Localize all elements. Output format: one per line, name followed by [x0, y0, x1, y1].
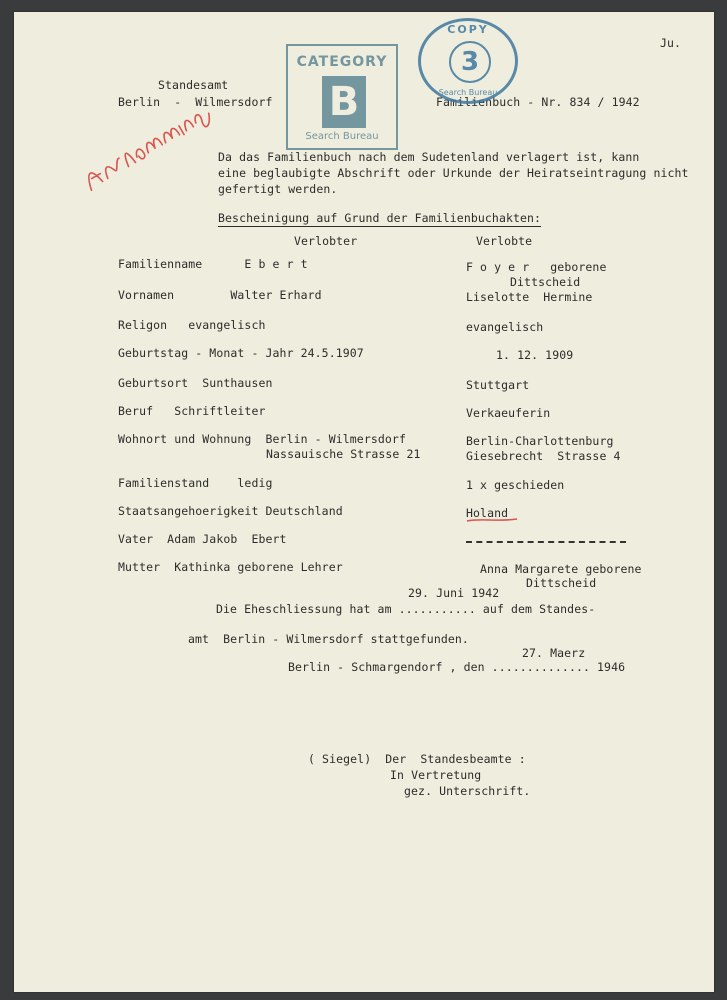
- copy-stamp: [418, 18, 518, 104]
- row-mutter-groom: Mutter Kathinka geborene Lehrer: [118, 560, 343, 574]
- row-staatsangehoerigkeit-bride: Holand: [466, 506, 509, 520]
- category-stamp-letter: B: [322, 76, 366, 128]
- row-vornamen-bride: Liselotte Hermine: [466, 290, 593, 304]
- row-geburtstag-bride: 1. 12. 1909: [496, 348, 574, 362]
- row-religion-bride: evangelisch: [466, 320, 544, 334]
- row-familienstand-groom: Familienstand ledig: [118, 476, 273, 490]
- column-head-bride: Verlobte: [476, 234, 533, 248]
- row-familienname-bride-maiden: Dittscheid: [510, 275, 581, 289]
- row-religion-groom: Religon evangelisch: [118, 318, 266, 332]
- corner-mark: Ju.: [660, 36, 682, 50]
- copy-stamp-bottom: Search Bureau: [438, 88, 498, 97]
- office-line-2: Berlin - Wilmersdorf: [118, 95, 273, 109]
- row-geburtsort-groom: Geburtsort Sunthausen: [118, 376, 273, 390]
- category-stamp-label: CATEGORY: [296, 54, 388, 70]
- row-familienstand-bride: 1 x geschieden: [466, 478, 565, 492]
- row-familienname-bride: F o y e r geborene: [466, 260, 607, 274]
- certificate-heading: Bescheinigung auf Grund der Familienbuchakten:: [218, 211, 542, 225]
- row-staatsangehoerigkeit-groom: Staatsangehoerigkeit Deutschland: [118, 504, 343, 518]
- row-mutter-bride-maiden: Dittscheid: [526, 576, 597, 590]
- category-stamp: [286, 44, 398, 150]
- marriage-date: 29. Juni 1942: [408, 586, 500, 600]
- closing-line-1: Die Eheschliessung hat am ........... auf dem Standes-: [216, 602, 596, 616]
- copy-stamp-top: COPY: [447, 23, 489, 36]
- intro-line-2: eine beglaubigte Abschrift oder Urkunde der Heiratseintragung nicht: [218, 166, 689, 180]
- office-line-1: Standesamt: [158, 78, 229, 92]
- row-wohnort-bride: Berlin-Charlottenburg: [466, 434, 614, 448]
- row-beruf-bride: Verkaeuferin: [466, 406, 551, 420]
- row-wohnort-bride-street: Giesebrecht Strasse 4: [466, 449, 621, 463]
- row-vornamen-groom: Vornamen Walter Erhard: [118, 288, 322, 302]
- row-familienname-groom: Familienname E b e r t: [118, 257, 308, 271]
- closing-line-2: amt Berlin - Wilmersdorf stattgefunden.: [188, 632, 469, 646]
- intro-line-3: gefertigt werden.: [218, 182, 338, 196]
- register-reference: Familienbuch - Nr. 834 / 1942: [436, 95, 640, 109]
- red-underline-mark: [466, 517, 518, 523]
- signature-line-1: ( Siegel) Der Standesbeamte :: [308, 752, 526, 766]
- copy-stamp-number: 3: [449, 41, 491, 83]
- issue-line: Berlin - Schmargendorf , den .............. 1946: [288, 660, 626, 674]
- column-head-groom: Verlobter: [294, 234, 358, 248]
- row-wohnort-groom: Wohnort und Wohnung Berlin - Wilmersdorf: [118, 432, 406, 446]
- row-geburtsort-bride: Stuttgart: [466, 378, 530, 392]
- issue-date-top: 27. Maerz: [522, 646, 586, 660]
- intro-line-1: Da das Familienbuch nach dem Sudetenland verlagert ist, kann: [218, 150, 640, 164]
- row-vater-bride-blank: [466, 541, 626, 545]
- signature-line-3: gez. Unterschrift.: [404, 784, 531, 798]
- category-stamp-sub: Search Bureau: [305, 131, 379, 142]
- row-vater-groom: Vater Adam Jakob Ebert: [118, 532, 287, 546]
- signature-line-2: In Vertretung: [390, 768, 482, 782]
- row-mutter-bride: Anna Margarete geborene: [480, 562, 642, 576]
- row-geburtstag-groom: Geburtstag - Monat - Jahr 24.5.1907: [118, 346, 364, 360]
- row-wohnort-groom-street: Nassauische Strasse 21: [266, 447, 421, 461]
- row-beruf-groom: Beruf Schriftleiter: [118, 404, 266, 418]
